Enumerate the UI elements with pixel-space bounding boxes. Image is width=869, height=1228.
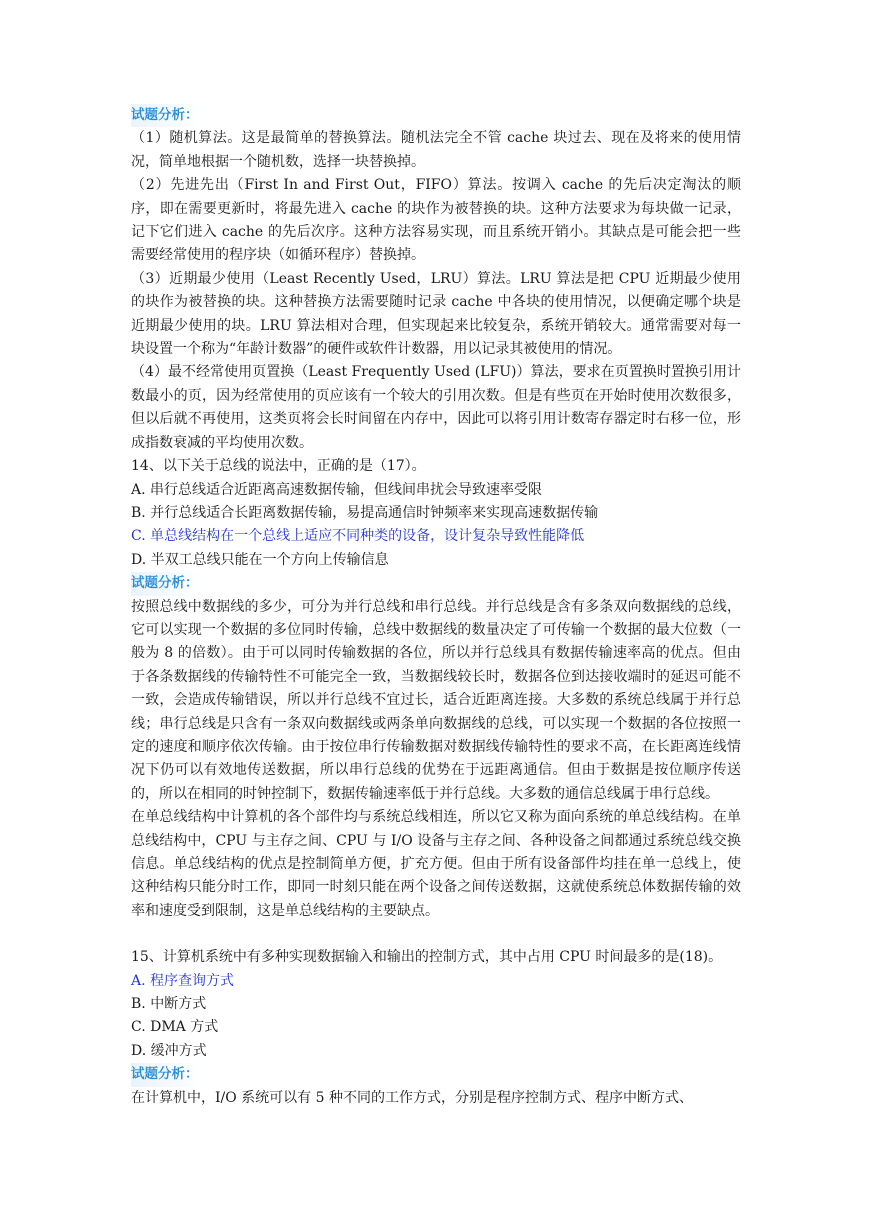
q15-option-c: C. DMA 方式 <box>131 1019 219 1036</box>
blank-line <box>131 923 741 946</box>
q14-analysis-paragraph-2: 在单总线结构中计算机的各个部件均与系统总线相连，所以它又称为面向系统的单总线结构。在单总线结构中，CPU 与主存之间、CPU 与 I/O 设备与主存之间、各种设备之间都通过系统总线交换信息。单总线结构的优点是控制简单方便，扩充方便。但由于所有设备部件均挂在单一总线上，使这种结构只能分时工作，即同一时刻只能在两个设备之间传送数据，这就使系统总体数据传输的效率和速度受到限制，这是单总线结构的主要缺点。 <box>131 809 741 919</box>
paragraph-random-algorithm: （1）随机算法。这是最简单的替换算法。随机法完全不管 cache 块过去、现在及将来的使用情况，简单地根据一个随机数，选择一块替换掉。 <box>131 130 741 170</box>
q15-option-d: D. 缓冲方式 <box>131 1042 207 1059</box>
analysis-label: 试题分析： <box>131 572 203 595</box>
q15-analysis-paragraph-1: 在计算机中，I/O 系统可以有 5 种不同的工作方式，分别是程序控制方式、程序中断方式、 <box>131 1089 693 1106</box>
q14-option-d: D. 半双工总线只能在一个方向上传输信息 <box>131 551 389 568</box>
question-15: 15、计算机系统中有多种实现数据输入和输出的控制方式，其中占用 CPU 时间最多的是(18)。 <box>131 949 723 966</box>
document-page <box>131 104 741 1110</box>
paragraph-lfu-algorithm: （4）最不经常使用页置换（Least Frequently Used (LFU)）算法，要求在页置换时置换引用计数最小的页，因为经常使用的页应该有一个较大的引用次数。但是有些页在开始时使用次数很多，但以后就不再使用，这类页将会长时间留在内存中，因此可以将引用计数寄存器定时右移一位，形成指数衰减的平均使用次数。 <box>131 364 741 451</box>
q14-option-a: A. 串行总线适合近距离高速数据传输，但线间串扰会导致速率受限 <box>131 481 543 498</box>
paragraph-lru-algorithm: （3）近期最少使用（Least Recently Used，LRU）算法。LRU 算法是把 CPU 近期最少使用的块作为被替换的块。这种替换方法需要随时记录 cache 中各块的使用情况，以便确定哪个块是近期最少使用的块。LRU 算法相对合理，但实现起来比较复杂，系统开销较大。通常需要对每一块设置一个称为“年龄计数器”的硬件或软件计数器，用以记录其被使用的情况。 <box>131 270 741 358</box>
q15-option-a: A. 程序查询方式 <box>131 972 235 989</box>
q14-analysis-paragraph-1: 按照总线中数据线的多少，可分为并行总线和串行总线。并行总线是含有多条双向数据线的总线，它可以实现一个数据的多位同时传输，总线中数据线的数量决定了可传输一个数据的最大位数（一般为 8 的倍数）。由于可以同时传输数据的各位，所以并行总线具有数据传输速率高的优点。但由于各条数据线的传输特性不可能完全一致，当数据线较长时，数据各位到达接收端时的延迟可能不一致，会造成传输错误，所以并行总线不宜过长，适合近距离连接。大多数的系统总线属于并行总线；串行总线是只含有一条双向数据线或两条单向数据线的总线，可以实现一个数据的各位按照一定的速度和顺序依次传输。由于按位串行传输数据对数据线传输特性的要求不高，在长距离连线情况下仍可以有效地传送数据，所以串行总线的优势在于远距离通信。但由于数据是按位顺序传送的，所以在相同的时钟控制下，数据传输速率低于并行总线。大多数的通信总线属于串行总线。 <box>131 598 741 802</box>
question-14: 14、以下关于总线的说法中，正确的是（17）。 <box>131 458 426 475</box>
q14-option-b: B. 并行总线适合长距离数据传输，易提高通信时钟频率来实现高速数据传输 <box>131 504 599 521</box>
analysis-label: 试题分析： <box>131 104 203 127</box>
analysis-label: 试题分析： <box>131 1063 203 1086</box>
q14-option-c: C. 单总线结构在一个总线上适应不同种类的设备，设计复杂导致性能降低 <box>131 528 585 545</box>
q15-option-b: B. 中断方式 <box>131 996 207 1013</box>
paragraph-fifo-algorithm: （2）先进先出（First In and First Out，FIFO）算法。按调入 cache 的先后决定淘汰的顺序，即在需要更新时，将最先进入 cache 的块作为被替换的块。这种方法要求为每块做一记录，记下它们进入 cache 的先后次序。这种方法容易实现，而且系统开销小。其缺点是可能会把一些需要经常使用的程序块（如循环程序）替换掉。 <box>131 177 741 264</box>
